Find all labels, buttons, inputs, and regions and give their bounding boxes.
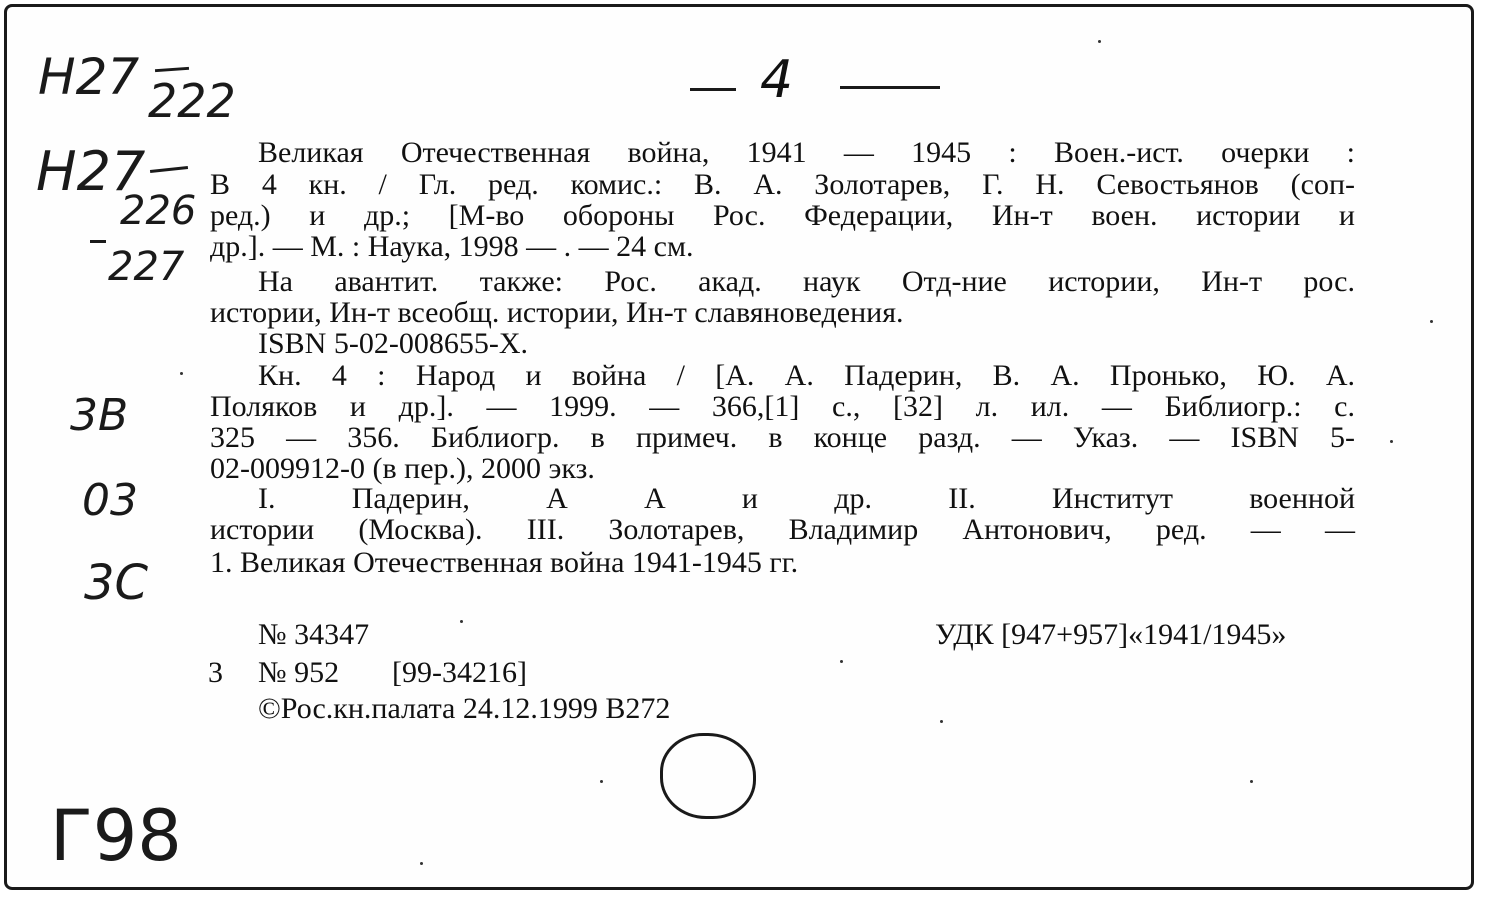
card-number-2-code: [99-34216]	[392, 656, 527, 689]
scan-speck	[600, 780, 603, 783]
card-line-14: 1. Великая Отечественная война 1941-1945 гг.	[210, 546, 799, 579]
scan-speck	[420, 862, 423, 865]
page-number-dash-left	[690, 88, 736, 91]
scan-speck	[840, 660, 843, 663]
handwritten-mark-3: 3С	[84, 555, 149, 611]
scan-speck	[180, 372, 183, 375]
card-line-3: ред.) и др.; [М-во обороны Рос. Федерации, Ин-т воен. истории и	[210, 199, 1355, 232]
scan-speck	[940, 720, 943, 723]
handwritten-call-number-2: Н27	[36, 140, 146, 203]
card-prefix-3: 3	[208, 656, 223, 689]
card-line-4: др.]. — М. : Наука, 1998 — . — 24 см.	[210, 230, 694, 263]
card-line-8: Кн. 4 : Народ и война / [А. А. Падерин, В. А. Пронько, Ю. А.	[258, 359, 1355, 392]
page-number: 4	[760, 50, 794, 110]
card-line-1: Великая Отечественная война, 1941 — 1945 : Воен.-ист. очерки :	[258, 136, 1355, 169]
card-line-5: На авантит. также: Рос. акад. наук Отд-ние истории, Ин-т рос.	[258, 265, 1355, 298]
copyright-line: ©Рос.кн.палата 24.12.1999 В272	[258, 692, 671, 725]
handwritten-call-number-2-sub1: 226	[120, 188, 197, 234]
card-number-2: № 952	[258, 656, 340, 689]
scan-speck	[460, 620, 463, 623]
card-line-6: истории, Ин-т всеобщ. истории, Ин-т славяноведения.	[210, 296, 904, 329]
scan-speck	[1098, 40, 1101, 43]
card-line-11: 02-009912-0 (в пер.), 2000 экз.	[210, 452, 595, 485]
card-line-2: В 4 кн. / Гл. ред. комис.: В. А. Золотарев, Г. Н. Севостьянов (соп-	[210, 168, 1355, 201]
card-line-12: I. Падерин, А А и др. II. Институт военной	[258, 482, 1355, 515]
scan-speck	[1390, 440, 1393, 443]
scan-speck	[1250, 780, 1253, 783]
handwritten-call-number-2-sub2: 227	[108, 244, 185, 290]
card-number-1: № 34347	[258, 618, 370, 651]
card-line-10: 325 — 356. Библиогр. в примеч. в конце разд. — Указ. — ISBN 5-	[210, 421, 1355, 454]
handwritten-mark-1: 3В	[70, 390, 129, 441]
card-line-9: Поляков и др.]. — 1999. — 366,[1] с., [32] л. ил. — Библиогр.: с.	[210, 390, 1355, 423]
scan-speck	[1430, 320, 1433, 323]
handwritten-bottom-code: Г98	[50, 795, 182, 877]
udk-code: УДК [947+957]«1941/1945»	[935, 618, 1287, 651]
stamp-circle	[660, 733, 756, 819]
page-number-dash-right	[840, 86, 940, 89]
card-line-13: истории (Москва). III. Золотарев, Владимир Антонович, ред. — —	[210, 513, 1355, 546]
handwritten-dash-2	[90, 240, 106, 243]
handwritten-mark-2: 03	[82, 475, 138, 526]
handwritten-call-number-1: Н27	[38, 48, 140, 106]
handwritten-call-number-1-sub: 222	[148, 74, 236, 128]
card-line-7: ISBN 5-02-008655-Х.	[258, 327, 528, 360]
